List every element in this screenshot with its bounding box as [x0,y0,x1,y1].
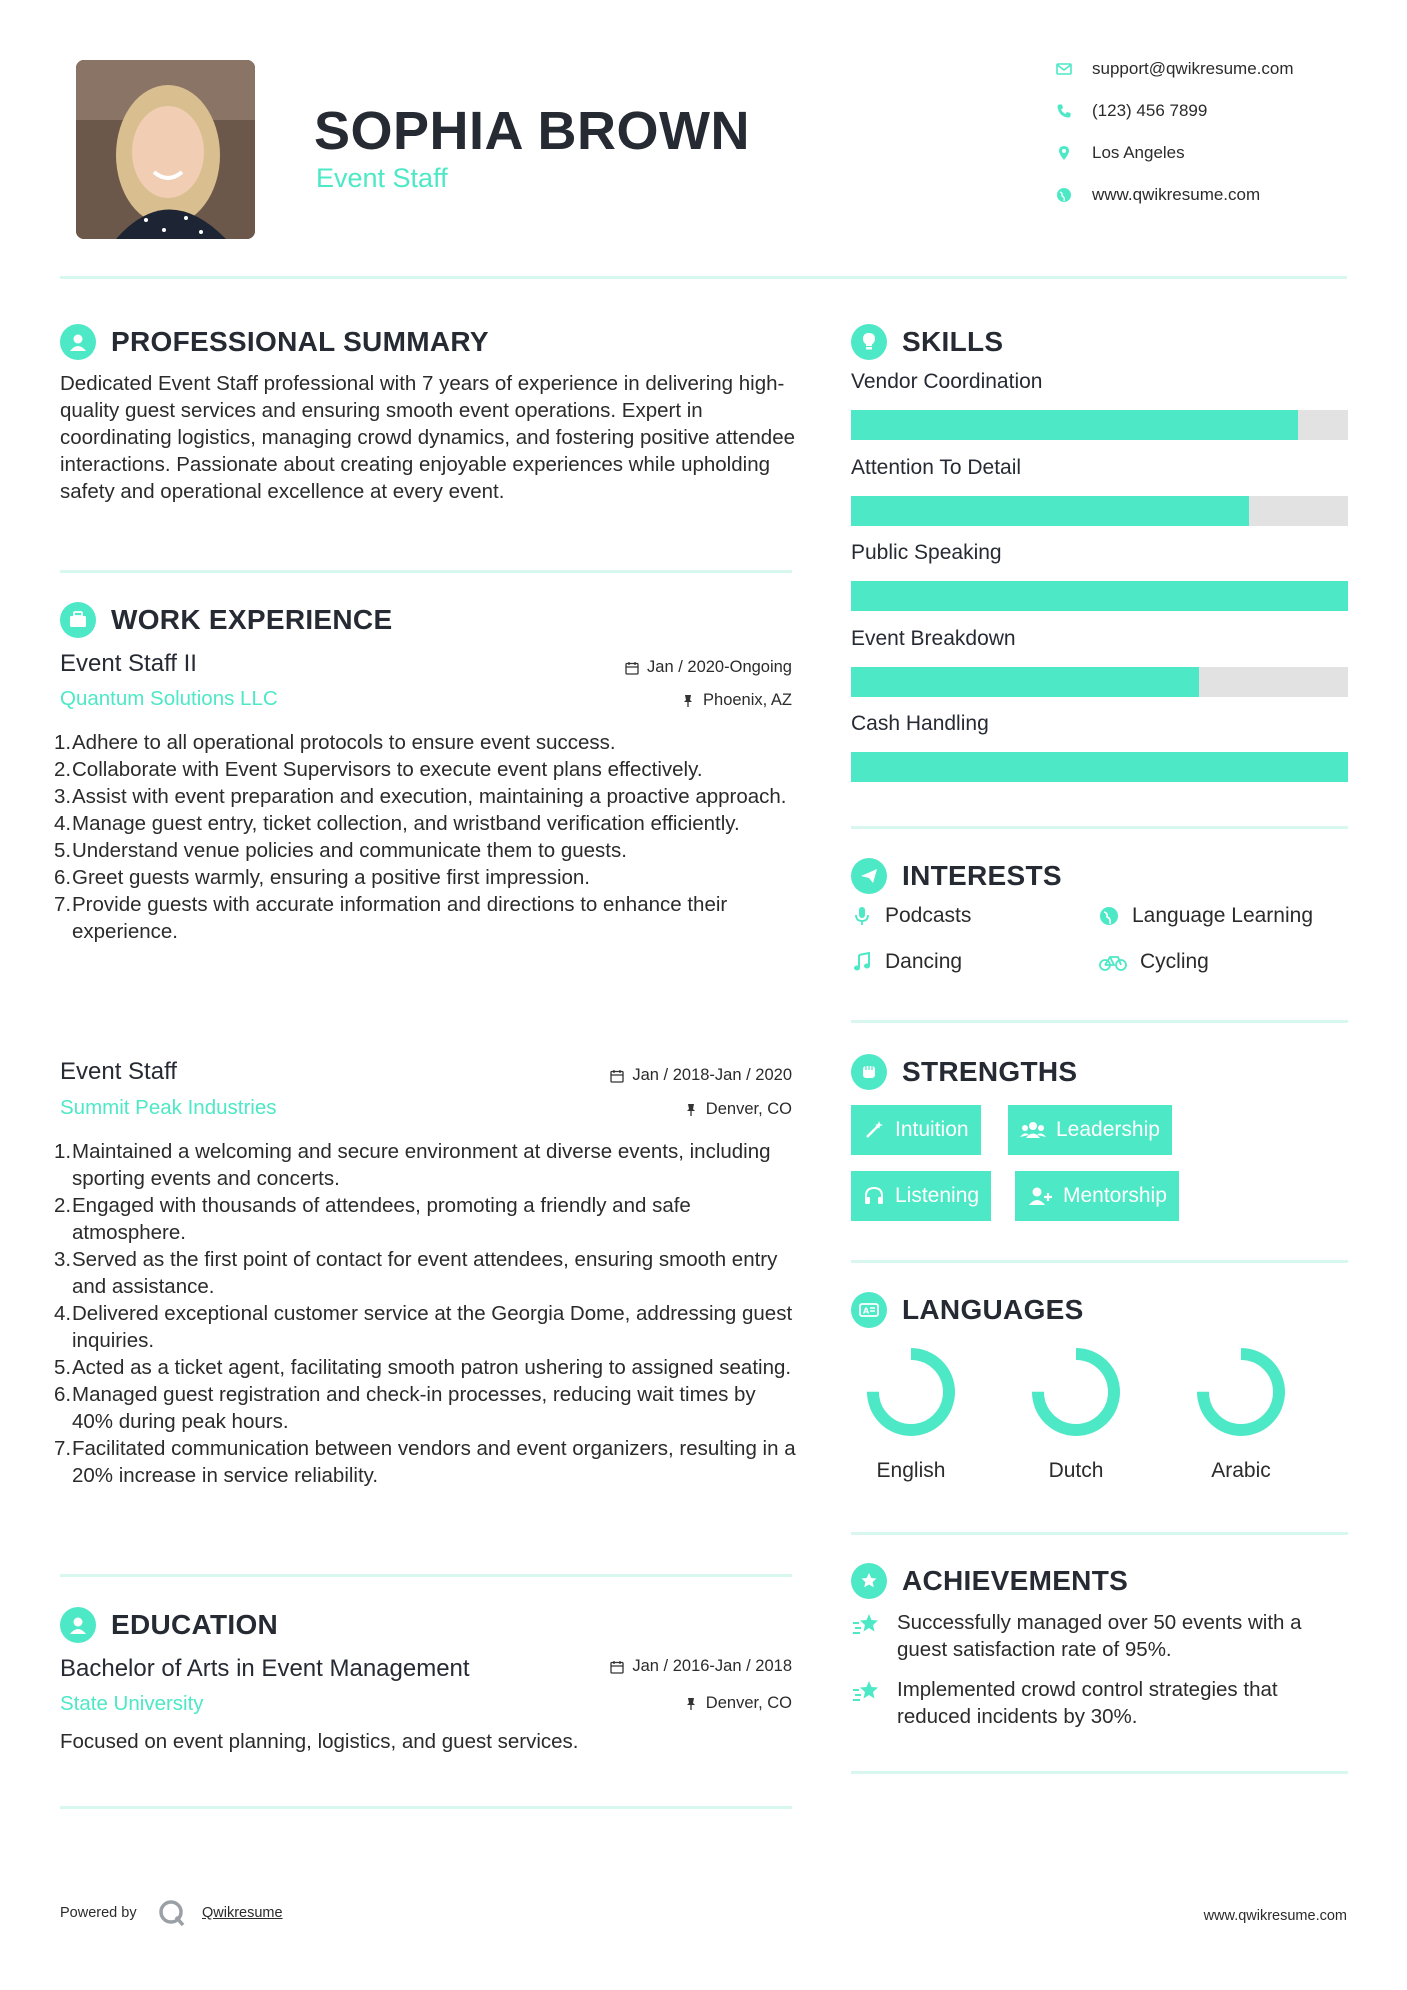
strengths-divider [851,1260,1348,1263]
skill-label: Event Breakdown [851,626,1016,650]
job-2-duties [54,1138,799,1489]
experience-section-icon [60,602,96,638]
pushpin-icon [684,1103,698,1117]
achievements-section-icon [851,1563,887,1599]
education-divider [60,1806,792,1809]
pushpin-icon [684,1697,698,1711]
skills-divider [851,826,1348,829]
interests-heading: INTERESTS [902,860,1062,891]
contact-website-text: www.qwikresume.com [1092,185,1261,204]
achievement-item-2: Implemented crowd control strategies that reduced incidents by 30%. [851,1676,1356,1730]
list-item: 2. Engaged with thousands of attendees, promoting a friendly and safe atmosphere. [54,1194,691,1244]
education-description: Focused on event planning, logistics, and guest services. [60,1730,579,1753]
paper-plane-icon [858,865,880,887]
job-1-dates [500,658,792,677]
list-item: 3. Served as the first point of contact for event attendees, ensuring smooth entry and assistance. [54,1248,778,1298]
skill-row [851,541,1348,627]
education-heading: EDUCATION [111,1609,279,1640]
job-1-title: Event Staff II [60,650,197,677]
list-item: 3. Assist with event preparation and execution, maintaining a proactive approach. [54,785,787,808]
pushpin-icon [681,694,695,708]
qwikresume-logo-icon [157,1898,187,1928]
job-2-dates [500,1066,792,1085]
skill-row [851,627,1348,713]
skill-row [851,370,1348,456]
job-2-location-text: Denver, CO [705,1100,792,1118]
summary-divider [60,570,792,573]
skills-list [851,370,1348,798]
education-dates-text: Jan / 2016-Jan / 2018 [632,1657,792,1675]
job-1-location-text: Phoenix, AZ [703,691,792,709]
shooting-star-icon [851,1609,881,1639]
skill-bar-fill [851,667,1199,697]
job-1-duties [54,729,799,945]
globe-icon [1056,187,1072,203]
job-2-title: Event Staff [60,1058,177,1085]
skill-label: Cash Handling [851,712,989,735]
list-item: 1. Maintained a welcoming and secure environment at diverse events, including sporting events and concerts. [54,1140,771,1190]
languages-divider [851,1532,1348,1535]
contact-email[interactable] [1056,59,1294,79]
education-location-text: Denver, CO [705,1694,792,1712]
languages-heading: LANGUAGES [902,1294,1084,1325]
profile-photo-image [76,60,255,239]
interest-language-learning: Language Learning [1098,904,1313,928]
graduate-icon [67,1614,89,1636]
list-item: 7. Provide guests with accurate information and directions to enhance their experience. [54,893,728,943]
contact-phone[interactable] [1056,101,1207,121]
envelope-icon [1056,61,1072,77]
user-plus-icon [1027,1185,1053,1207]
lightbulb-icon [858,331,880,353]
star-badge-icon [858,1570,880,1592]
language-icon [858,1299,880,1321]
calendar-icon [610,1069,624,1083]
interest-dancing: Dancing [851,950,962,974]
list-item: 6. Greet guests warmly, ensuring a positive first impression. [54,866,591,889]
headphones-icon [863,1185,885,1207]
list-item: 5. Acted as a ticket agent, facilitating smooth patron ushering to assigned seating. [54,1356,792,1379]
list-item: 4. Manage guest entry, ticket collection, and wristband verification efficiently. [54,812,740,835]
svg-text:A: A [863,1306,870,1316]
skills-heading: SKILLS [902,326,1004,357]
language-label-arabic: Arabic [1211,1459,1271,1482]
education-school: State University [60,1692,204,1715]
contact-location-text: Los Angeles [1092,143,1185,162]
candidate-name: SOPHIA BROWN [314,101,750,161]
shooting-star-icon [851,1676,881,1706]
fist-icon [858,1061,880,1083]
interests-divider [851,1020,1348,1023]
skill-bar-track [851,496,1348,526]
skill-bar-track [851,667,1348,697]
strength-tag-mentorship: Mentorship [1015,1171,1179,1221]
job-2-dates-text: Jan / 2018-Jan / 2020 [632,1066,792,1084]
skills-section-icon [851,324,887,360]
education-dates [500,1657,792,1676]
skill-label: Attention To Detail [851,455,1022,479]
globe-icon [1098,905,1120,927]
language-label-dutch: Dutch [1048,1459,1104,1482]
profile-photo [76,60,255,239]
education-section-icon [60,1607,96,1643]
summary-text: Dedicated Event Staff professional with 7 years of experience in delivering high-quality guest services and ensuring smooth event operations. Expert in coordinating logistics, managing crowd dynamics, and fostering positive attendee interactions. Passionate about creating enjoyable experiences while upholding safety and operational excellence at every event. [60,372,795,503]
contact-location [1056,143,1185,163]
map-pin-icon [1056,145,1072,161]
skill-bar-fill [851,581,1348,611]
contact-phone-text: (123) 456 7899 [1092,101,1208,120]
strength-tag-listening: Listening [851,1171,991,1221]
users-icon [1020,1119,1046,1141]
list-item: 4. Delivered exceptional customer service at the Georgia Dome, addressing guest inquiries. [54,1302,793,1352]
skill-bar-fill [851,752,1348,782]
skill-bar-fill [851,496,1249,526]
strengths-heading: STRENGTHS [902,1056,1078,1087]
job-2-company: Summit Peak Industries [60,1096,277,1119]
skill-row [851,456,1348,542]
phone-icon [1056,103,1072,119]
achievement-item-1: Successfully managed over 50 events with a guest satisfaction rate of 95%. [851,1609,1356,1663]
skill-bar-track [851,752,1348,782]
list-item: 1. Adhere to all operational protocols to ensure event success. [54,731,616,754]
education-degree: Bachelor of Arts in Event Management [60,1655,470,1682]
calendar-icon [610,1660,624,1674]
skill-bar-fill [851,410,1298,440]
language-label-english: English [876,1459,946,1482]
summary-section-icon [60,324,96,360]
music-note-icon [851,951,873,973]
job-1-location [500,691,792,710]
skill-bar-track [851,410,1348,440]
skill-label: Public Speaking [851,541,1002,564]
skill-bar-track [851,581,1348,611]
experience-heading: WORK EXPERIENCE [111,604,393,635]
contact-website[interactable] [1056,185,1260,205]
list-item: 6. Managed guest registration and check-in processes, reducing wait times by 40% during peak hours. [54,1383,756,1433]
list-item: 7. Facilitated communication between vendors and event organizers, resulting in a 20% increase in service reliability. [54,1437,796,1487]
experience-divider [60,1574,792,1577]
footer-powered-by: Powered by [60,1905,137,1921]
header-divider [60,276,1347,279]
list-item: 5. Understand venue policies and communicate them to guests. [54,839,627,862]
contact-email-text: support@qwikresume.com [1092,59,1294,78]
strengths-section-icon [851,1054,887,1090]
footer-website[interactable]: www.qwikresume.com [1203,1908,1347,1924]
languages-section-icon [851,1292,887,1328]
achievements-divider [851,1771,1348,1774]
summary-heading: PROFESSIONAL SUMMARY [111,326,489,357]
interests-section-icon [851,858,887,894]
briefcase-icon [67,609,89,631]
microphone-icon [851,905,873,927]
strength-tag-leadership: Leadership [1008,1105,1172,1155]
job-2-location [500,1100,792,1119]
user-icon [67,331,89,353]
education-location [500,1694,792,1713]
candidate-title: Event Staff [316,163,448,193]
job-1-company: Quantum Solutions LLC [60,687,278,710]
bicycle-icon [1098,951,1128,973]
magic-wand-icon [863,1119,885,1141]
skill-label: Vendor Coordination [851,370,1043,393]
calendar-icon [625,661,639,675]
job-1-dates-text: Jan / 2020-Ongoing [647,658,792,676]
strength-tag-intuition: Intuition [851,1105,981,1155]
skill-row [851,712,1348,798]
language-rings [851,1340,1348,1450]
achievements-heading: ACHIEVEMENTS [902,1565,1129,1596]
list-item: 2. Collaborate with Event Supervisors to execute event plans effectively. [54,758,703,781]
interest-podcasts: Podcasts [851,904,971,928]
footer-brand-link[interactable]: Qwikresume [202,1905,283,1921]
interest-cycling: Cycling [1098,950,1209,974]
